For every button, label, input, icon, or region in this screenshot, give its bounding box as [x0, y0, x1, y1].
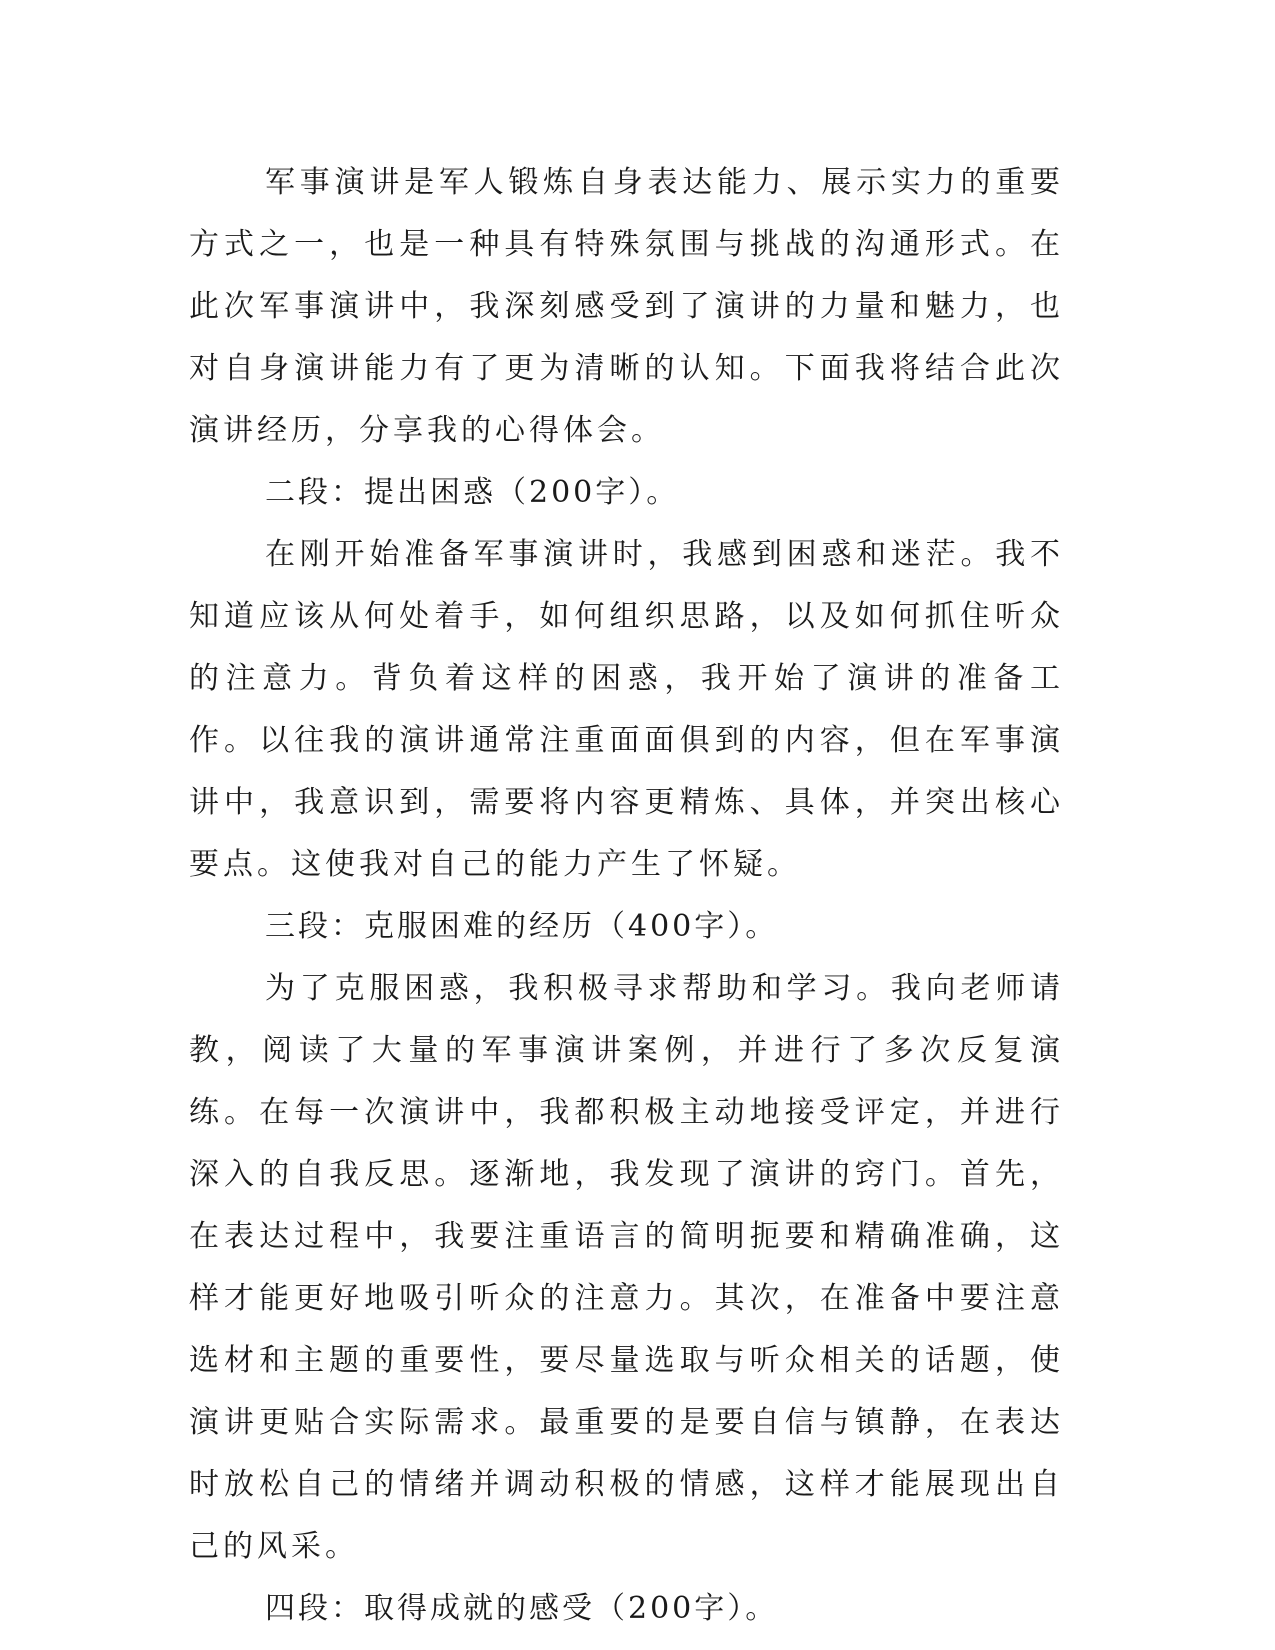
section-heading-3: 三段：克服困难的经历（400字）。 [265, 909, 779, 944]
section-heading-2: 二段：提出困惑（200字）。 [265, 475, 680, 510]
section-heading-4: 四段：取得成就的感受（200字）。 [265, 1591, 779, 1626]
paragraph-confusion: 在刚开始准备军事演讲时，我感到困惑和迷茫。我不知道应该从何处着手，如何组织思路，以及如何抓住听众的注意力。背负着这样的困惑，我开始了演讲的准备工作。以往我的演讲通常注重面面俱到的内容，但在军事演讲中，我意识到，需要将内容更精炼、具体，并突出核心要点。这使我对自己的能力产生了怀疑。 [189, 537, 1064, 882]
paragraph-intro: 军事演讲是军人锻炼自身表达能力、展示实力的重要方式之一，也是一种具有特殊氛围与挑战的沟通形式。在此次军事演讲中，我深刻感受到了演讲的力量和魅力，也对自身演讲能力有了更为清晰的认知。下面我将结合此次演讲经历，分享我的心得体会。 [189, 165, 1064, 448]
document-body [189, 152, 1064, 1640]
paragraph-overcoming: 为了克服困惑，我积极寻求帮助和学习。我向老师请教，阅读了大量的军事演讲案例，并进行了多次反复演练。在每一次演讲中，我都积极主动地接受评定，并进行深入的自我反思。逐渐地，我发现了演讲的窍门。首先，在表达过程中，我要注重语言的简明扼要和精确准确，这样才能更好地吸引听众的注意力。其次，在准备中要注意选材和主题的重要性，要尽量选取与听众相关的话题，使演讲更贴合实际需求。最重要的是要自信与镇静，在表达时放松自己的情绪并调动积极的情感，这样才能展现出自己的风采。 [189, 971, 1064, 1564]
